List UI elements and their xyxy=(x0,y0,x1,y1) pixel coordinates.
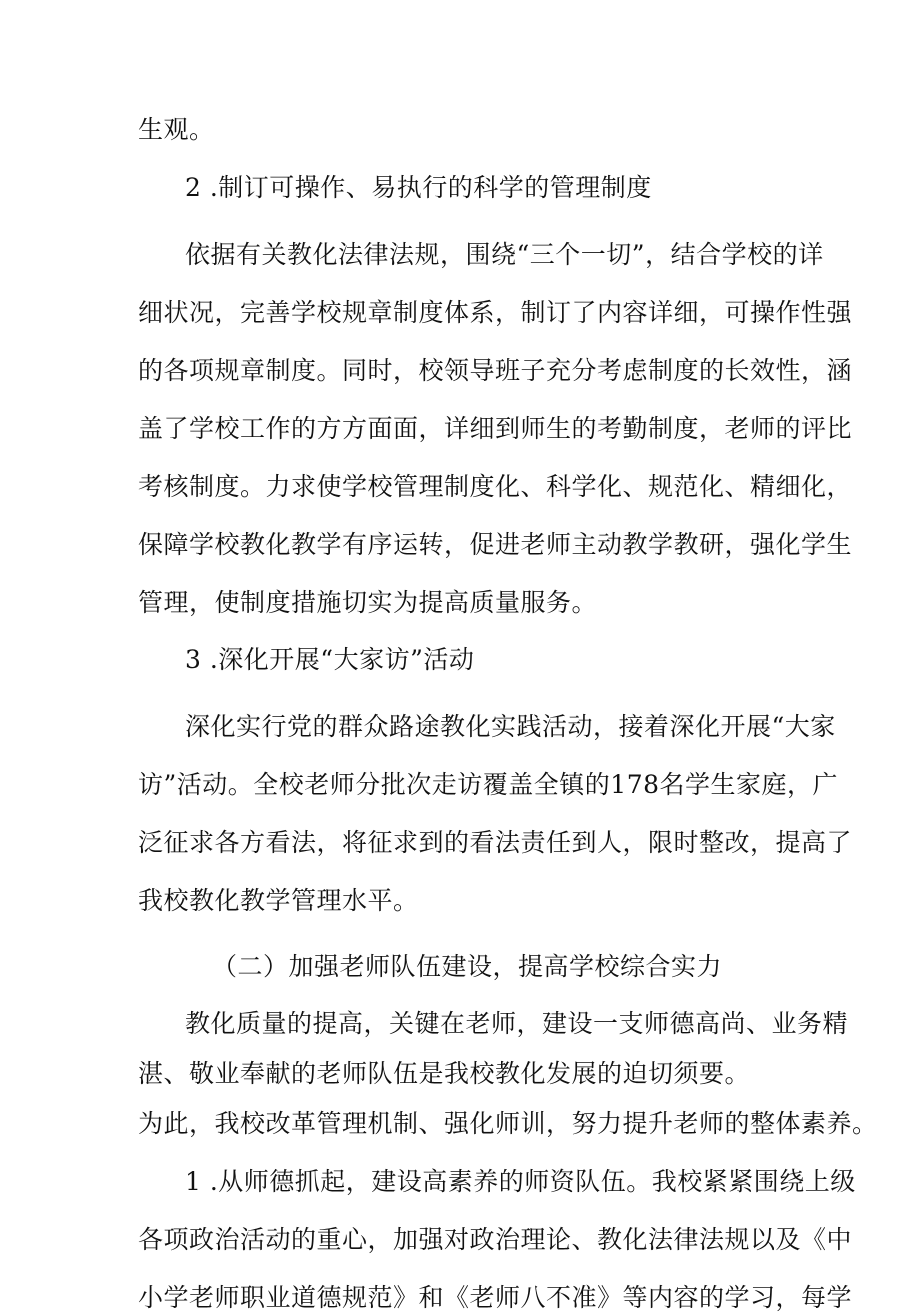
section-heading-3: 3 .深化开展“大家访”活动 xyxy=(185,645,475,674)
paragraph-line: 各项政治活动的重心，加强对政治理论、教化法律法规以及《中 xyxy=(138,1225,853,1254)
paragraph-line: 的各项规章制度。同时，校领导班子充分考虑制度的长效性，涵 xyxy=(138,356,853,385)
paragraph-line: 考核制度。力求使学校管理制度化、科学化、规范化、精细化， xyxy=(138,472,853,501)
paragraph-line: 盖了学校工作的方方面面，详细到师生的考勤制度，老师的评比 xyxy=(138,414,853,443)
paragraph-line: 泛征求各方看法，将征求到的看法责任到人，限时整改，提高了 xyxy=(138,828,853,857)
paragraph-line: 湛、敬业奉献的老师队伍是我校教化发展的迫切须要。 xyxy=(138,1059,751,1088)
paragraph-line: 深化实行党的群众路途教化实践活动，接着深化开展“大家 xyxy=(185,712,836,741)
paragraph-line: 保障学校教化教学有序运转，促进老师主动教学教研，强化学生 xyxy=(138,530,853,559)
subsection-heading: （二）加强老师队伍建设，提高学校综合实力 xyxy=(212,952,723,981)
paragraph-line: 1 .从师德抓起，建设高素养的师资队伍。我校紧紧围绕上级 xyxy=(185,1167,856,1196)
paragraph-line: 教化质量的提高，关键在老师，建设一支师德高尚、业务精 xyxy=(185,1009,849,1038)
paragraph-line: 小学老师职业道德规范》和《老师八不准》等内容的学习，每学 xyxy=(138,1283,853,1312)
paragraph-line: 我校教化教学管理水平。 xyxy=(138,886,419,915)
section-heading-2: 2 .制订可操作、易执行的科学的管理制度 xyxy=(185,173,652,202)
paragraph-line: 访”活动。全校老师分批次走访覆盖全镇的178名学生家庭，广 xyxy=(138,770,839,799)
paragraph-line: 管理，使制度措施切实为提高质量服务。 xyxy=(138,588,598,617)
paragraph-line: 为此，我校改革管理机制、强化师训，努力提升老师的整体素养。 xyxy=(138,1109,878,1138)
paragraph-ending-line: 生观。 xyxy=(138,115,215,144)
paragraph-line: 细状况，完善学校规章制度体系，制订了内容详细，可操作性强 xyxy=(138,298,853,327)
paragraph-line: 依据有关教化法律法规，围绕“三个一切”，结合学校的详 xyxy=(185,240,824,269)
